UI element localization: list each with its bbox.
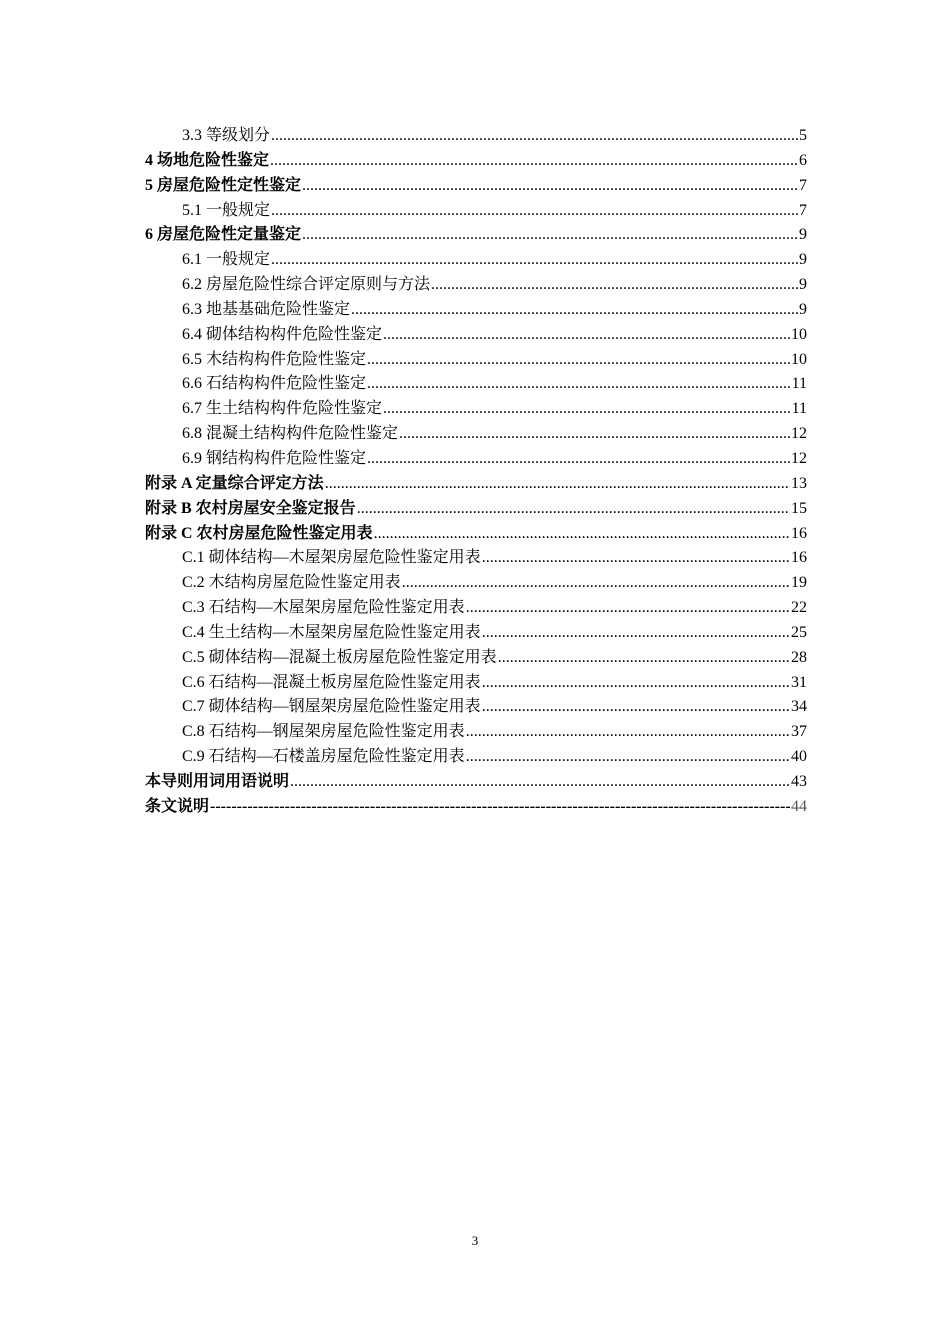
toc-entry-title: C.2 木结构房屋危险性鉴定用表 <box>182 574 401 592</box>
toc-entry[interactable] <box>145 298 807 323</box>
toc-entry-page: 9 <box>799 226 807 244</box>
toc-entry-page: 5 <box>799 127 807 144</box>
toc-entry[interactable] <box>145 720 807 745</box>
toc-entry-title: 6.2 房屋危险性综合评定原则与方法 <box>182 276 431 294</box>
toc-entry-title: 附录 B 农村房屋安全鉴定报告 <box>145 499 356 517</box>
toc-entry-title: C.9 石结构—石楼盖房屋危险性鉴定用表 <box>182 748 465 766</box>
toc-dot-leader <box>367 348 790 373</box>
toc-entry-page: 7 <box>799 176 807 194</box>
toc-entry-title: C.3 石结构—木屋架房屋危险性鉴定用表 <box>182 599 465 617</box>
toc-entry-title: 本导则用词用语说明 <box>145 772 290 790</box>
toc-entry-page: 12 <box>791 425 807 443</box>
toc-entry-title: C.8 石结构—钢屋架房屋危险性鉴定用表 <box>182 723 465 741</box>
toc-dot-leader <box>482 695 790 720</box>
toc-entry[interactable] <box>145 348 807 373</box>
toc-dot-leader <box>374 522 790 547</box>
toc-dot-leader <box>271 199 798 224</box>
toc-dot-leader <box>466 720 790 745</box>
toc-dot-leader <box>302 174 798 199</box>
toc-entry[interactable] <box>145 273 807 298</box>
toc-dot-leader <box>383 323 790 348</box>
toc-entry-title: C.1 砌体结构—木屋架房屋危险性鉴定用表 <box>182 549 481 567</box>
toc-entry[interactable] <box>145 199 807 224</box>
toc-entry-page: 9 <box>799 251 807 269</box>
toc-entry-title: 条文说明 <box>145 797 210 815</box>
table-of-contents <box>145 124 807 820</box>
toc-entry-page: 6 <box>799 151 807 169</box>
toc-entry-page: 7 <box>799 201 807 219</box>
toc-dot-leader <box>482 671 790 696</box>
toc-entry-page: 10 <box>791 350 807 368</box>
toc-entry-title: 3.3 等级划分 <box>182 127 271 144</box>
toc-entry[interactable] <box>145 571 807 596</box>
toc-entry-title: C.5 砌体结构—混凝土板房屋危险性鉴定用表 <box>182 648 497 666</box>
toc-entry[interactable] <box>145 621 807 646</box>
toc-dot-leader <box>498 646 790 671</box>
toc-entry-title: 6.6 石结构构件危险性鉴定 <box>182 375 367 393</box>
toc-dot-leader <box>482 621 790 646</box>
toc-dot-leader <box>383 397 791 422</box>
toc-entry-title: 5.1 一般规定 <box>182 201 271 219</box>
toc-dot-leader <box>290 770 790 795</box>
toc-entry[interactable] <box>145 671 807 696</box>
toc-dot-leader <box>399 422 790 447</box>
toc-entry-page: 19 <box>791 574 807 592</box>
toc-entry-title: 6.4 砌体结构构件危险性鉴定 <box>182 325 383 343</box>
toc-dot-leader <box>302 223 798 248</box>
toc-dot-leader <box>402 571 790 596</box>
toc-entry[interactable] <box>145 795 807 820</box>
toc-entry-title: 6.9 钢结构构件危险性鉴定 <box>182 449 367 467</box>
toc-dot-leader <box>271 248 798 273</box>
toc-dot-leader <box>367 447 790 472</box>
toc-entry-page: 31 <box>791 673 807 691</box>
toc-entry-title: 6.8 混凝土结构构件危险性鉴定 <box>182 425 399 443</box>
toc-entry-page: 28 <box>791 648 807 666</box>
toc-entry[interactable] <box>145 546 807 571</box>
toc-dot-leader <box>270 149 798 174</box>
toc-entry-title: C.4 生土结构—木屋架房屋危险性鉴定用表 <box>182 623 481 641</box>
toc-entry[interactable] <box>145 397 807 422</box>
toc-entry[interactable] <box>145 372 807 397</box>
toc-entry-title: 6.7 生土结构构件危险性鉴定 <box>182 400 383 418</box>
toc-entry-title: 6.3 地基基础危险性鉴定 <box>182 300 351 318</box>
toc-entry-title: 5 房屋危险性定性鉴定 <box>145 176 302 194</box>
toc-dot-leader <box>367 372 791 397</box>
toc-entry-page: 44 <box>791 797 807 815</box>
toc-entry[interactable] <box>145 323 807 348</box>
toc-dot-leader <box>431 273 798 298</box>
toc-entry-title: C.6 石结构—混凝土板房屋危险性鉴定用表 <box>182 673 481 691</box>
toc-entry-page: 9 <box>799 300 807 318</box>
toc-entry[interactable] <box>145 174 807 199</box>
toc-entry-title: 6.5 木结构构件危险性鉴定 <box>182 350 367 368</box>
toc-entry[interactable] <box>145 695 807 720</box>
toc-entry[interactable] <box>145 770 807 795</box>
toc-entry-page: 11 <box>791 375 807 393</box>
toc-entry[interactable] <box>145 149 807 174</box>
toc-entry[interactable] <box>145 522 807 547</box>
toc-entry-page: 25 <box>791 623 807 641</box>
toc-dot-leader <box>271 124 798 149</box>
toc-entry[interactable] <box>145 248 807 273</box>
toc-entry-title: 6 房屋危险性定量鉴定 <box>145 226 302 244</box>
toc-dot-leader <box>466 596 790 621</box>
toc-entry-title: C.7 砌体结构—钢屋架房屋危险性鉴定用表 <box>182 698 481 716</box>
toc-entry[interactable] <box>145 422 807 447</box>
toc-entry[interactable] <box>145 497 807 522</box>
toc-entry[interactable] <box>145 646 807 671</box>
toc-entry-page: 12 <box>791 449 807 467</box>
toc-entry-page: 15 <box>791 499 807 517</box>
toc-entry-page: 16 <box>791 524 807 542</box>
toc-entry-page: 43 <box>791 772 807 790</box>
toc-entry[interactable] <box>145 472 807 497</box>
toc-dash-leader <box>210 795 790 820</box>
toc-dot-leader <box>325 472 790 497</box>
toc-entry-page: 34 <box>791 698 807 716</box>
toc-entry-title: 附录 C 农村房屋危险性鉴定用表 <box>145 524 373 542</box>
toc-dot-leader <box>357 497 790 522</box>
toc-entry-page: 9 <box>799 276 807 294</box>
toc-entry-title: 6.1 一般规定 <box>182 251 271 269</box>
toc-entry-page: 22 <box>791 599 807 617</box>
toc-entry[interactable] <box>145 745 807 770</box>
toc-entry-page: 11 <box>791 400 807 418</box>
toc-entry[interactable] <box>145 596 807 621</box>
toc-dot-leader <box>482 546 790 571</box>
toc-entry[interactable] <box>145 223 807 248</box>
toc-entry-title: 附录 A 定量综合评定方法 <box>145 474 324 492</box>
page-number: 3 <box>471 1233 479 1248</box>
toc-dot-leader <box>351 298 798 323</box>
toc-entry-page: 37 <box>791 723 807 741</box>
toc-entry[interactable] <box>145 447 807 472</box>
toc-entry[interactable] <box>145 124 807 149</box>
toc-entry-title: 4 场地危险性鉴定 <box>145 151 270 169</box>
toc-entry-page: 10 <box>791 325 807 343</box>
toc-entry-page: 13 <box>791 474 807 492</box>
toc-entry-page: 40 <box>791 748 807 766</box>
toc-dot-leader <box>466 745 790 770</box>
toc-entry-page: 16 <box>791 549 807 567</box>
